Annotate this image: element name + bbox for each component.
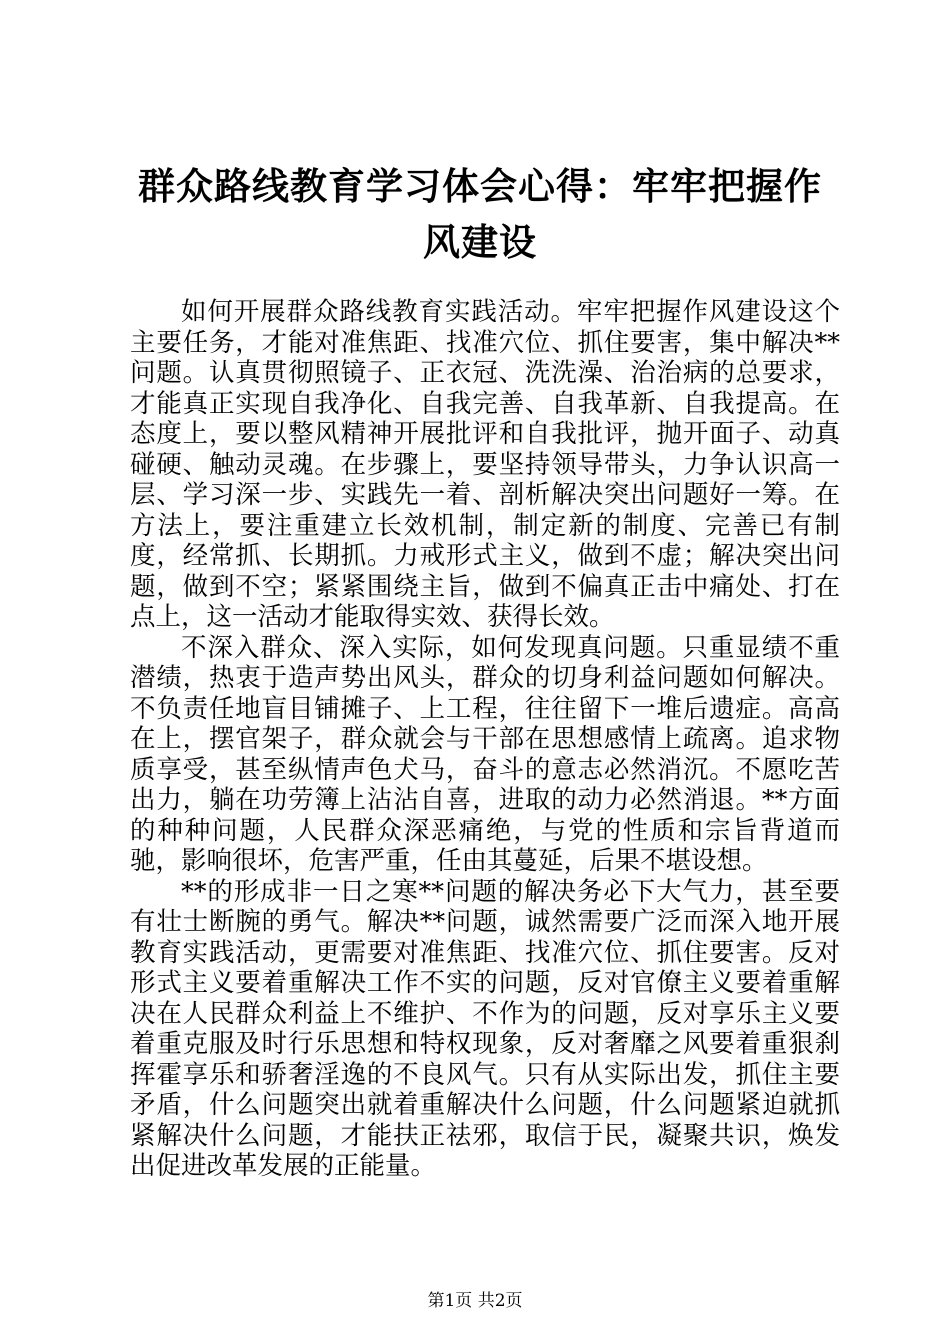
body-paragraph: 如何开展群众路线教育实践活动。牢牢把握作风建设这个主要任务，才能对准焦距、找准穴位、抓住要害，集中解决**问题。认真贯彻照镜子、正衣冠、洗洗澡、治治病的总要求，才能真正实现自我净化、自我完善、自我革新、自我提高。在态度上，要以整风精神开展批评和自我批评，抛开面子、动真碰硬、触动灵魂。在步骤上，要坚持领导带头，力争认识高一层、学习深一步、实践先一着、剖析解决突出问题好一筹。在方法上，要注重建立长效机制，制定新的制度、完善已有制度，经常抓、长期抓。力戒形式主义，做到不虚；解决突出问题，做到不空；紧紧围绕主旨，做到不偏真正击中痛处、打在点上，这一活动才能取得实效、获得长效。	[130, 297, 840, 632]
document-title: 群众路线教育学习体会心得：牢牢把握作风建设	[138, 164, 822, 264]
body-paragraph: 不深入群众、深入实际，如何发现真问题。只重显绩不重潜绩，热衷于造声势出风头，群众的切身利益问题如何解决。不负责任地盲目铺摊子、上工程，往往留下一堆后遗症。高高在上，摆官架子，群众就会与干部在思想感情上疏离。追求物质享受，甚至纵情声色犬马，奋斗的意志必然消沉。不愿吃苦出力，躺在功劳簿上沾沾自喜，进取的动力必然消退。**方面的种种问题，人民群众深恶痛绝，与党的性质和宗旨背道而驰，影响很坏，危害严重，任由其蔓延，后果不堪设想。	[130, 632, 840, 876]
page-number-footer: 第1页 共2页	[427, 1291, 523, 1311]
document-body	[130, 297, 840, 1182]
body-paragraph: **的形成非一日之寒**问题的解决务必下大气力，甚至要有壮士断腕的勇气。解决**问题，诚然需要广泛而深入地开展教育实践活动，更需要对准焦距、找准穴位、抓住要害。反对形式主义要着重解决工作不实的问题，反对官僚主义要着重解决在人民群众利益上不维护、不作为的问题，反对享乐主义要着重克服及时行乐思想和特权现象，反对奢靡之风要着重狠刹挥霍享乐和骄奢淫逸的不良风气。只有从实际出发，抓住主要矛盾，什么问题突出就着重解决什么问题，什么问题紧迫就抓紧解决什么问题，才能扶正祛邪，取信于民，凝聚共识，焕发出促进改革发展的正能量。	[130, 876, 840, 1181]
